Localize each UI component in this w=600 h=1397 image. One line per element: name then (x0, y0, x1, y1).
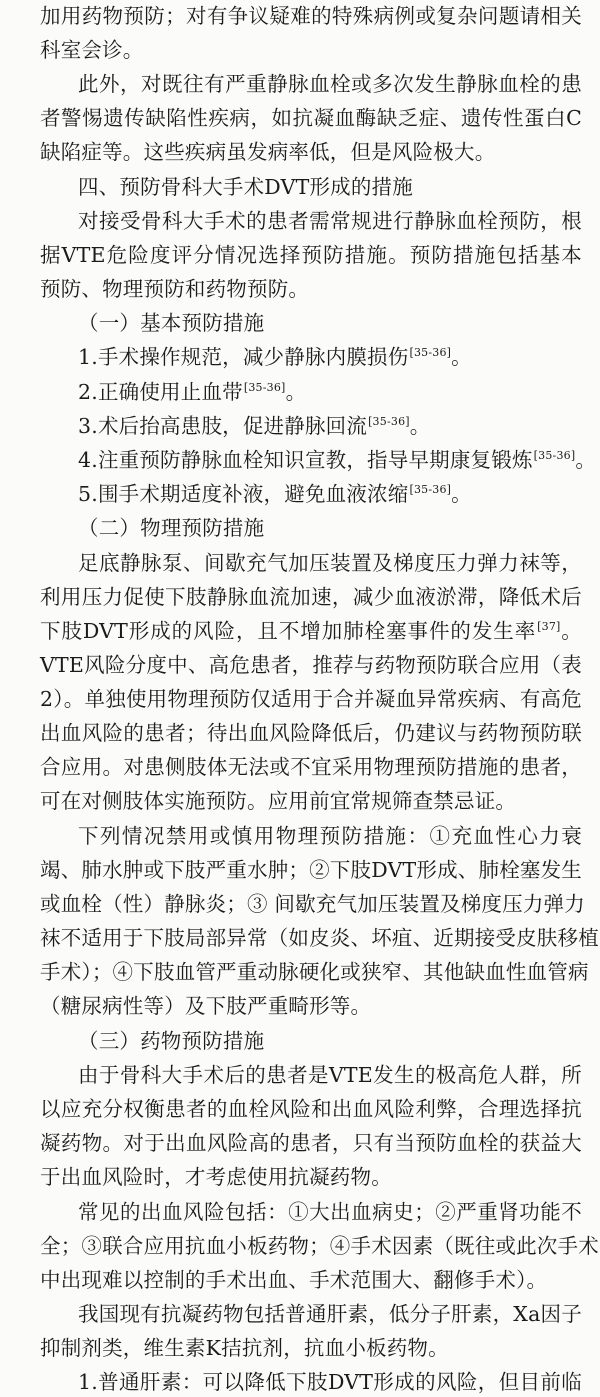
subsection-heading: （三）药物预防措施 (78, 1029, 265, 1053)
text-line: 科室会诊。 (40, 38, 144, 62)
citation: [35-36] (533, 449, 576, 463)
citation: [37] (537, 620, 561, 634)
text-line: VTE风险分度中、高危患者，推荐与药物预防联合应用（表 (40, 653, 582, 677)
text-line: 下肢DVT形成的风险，且不增加肺栓塞事件的发生率[37]。 (40, 619, 583, 643)
citation: [35-36] (409, 346, 452, 360)
text-line: 以应充分权衡患者的血栓风险和出血风险利弊，合理选择抗 (40, 1097, 582, 1121)
text-line: 出血风险的患者；待出血风险降低后，仍建议与药物预防联 (40, 721, 582, 745)
text-line: 合应用。对患侧肢体无法或不宜采用物理预防措施的患者， (40, 755, 582, 779)
list-item: 5.围手术期适度补液，避免血液浓缩[35-36]。 (78, 482, 472, 506)
text-line: 由于骨科大手术后的患者是VTE发生的极高危人群，所 (78, 1063, 582, 1087)
text-line: 常见的出血风险包括：①大出血病史；②严重肾功能不 (78, 1200, 582, 1224)
text-line: 竭、肺水肿或下肢严重水肿；②下肢DVT形成、肺栓塞发生 (40, 858, 582, 882)
text-line: 或血栓（性）静脉炎；③ 间歇充气加压装置及梯度压力弹力 (40, 892, 585, 916)
list-item: 1.手术操作规范，减少静脉内膜损伤[35-36]。 (78, 345, 472, 369)
subsection-heading: （一）基本预防措施 (78, 311, 265, 335)
list-item: 4.注重预防静脉血栓知识宣教，指导早期康复锻炼[35-36]。 (78, 448, 597, 472)
text-line: 据VTE危险度评分情况选择预防措施。预防措施包括基本 (40, 243, 582, 267)
text-line: 足底静脉泵、间歇充气加压装置及梯度压力弹力袜等， (78, 551, 582, 575)
text-line: 全；③联合应用抗血小板药物；④手术因素（既往或此次手术 (40, 1234, 599, 1258)
text-line: 可在对侧肢体实施预防。应用前宜常规筛查禁忌证。 (40, 789, 517, 813)
text-line: （糖尿病性等）及下肢严重畸形等。 (40, 994, 372, 1018)
text-line: 下列情况禁用或慎用物理预防措施：①充血性心力衰 (78, 824, 582, 848)
subsection-heading: （二）物理预防措施 (78, 516, 265, 540)
text-line: 袜不适用于下肢局部异常（如皮炎、坏疽、近期接受皮肤移植 (40, 926, 599, 950)
list-item: 2.正确使用止血带[35-36]。 (78, 380, 307, 404)
citation: [35-36] (368, 415, 410, 429)
text-line: 加用药物预防；对有争议疑难的特殊病例或复杂问题请相关 (40, 4, 582, 28)
text-line: 缺陷症等。这些疾病虽发病率低，但是风险极大。 (40, 140, 496, 164)
text-line: 1.普通肝素：可以降低下肢DVT形成的风险，但目前临 (78, 1370, 582, 1394)
text-line: 2）。单独使用物理预防仅适用于合并凝血异常疾病、有高危 (40, 687, 582, 711)
text-line: 对接受骨科大手术的患者需常规进行静脉血栓预防，根 (78, 209, 582, 233)
text-line: 利用压力促使下肢静脉血流加速，减少血液淤滞，降低术后 (40, 585, 582, 609)
text-line: 于出血风险时，才考虑使用抗凝药物。 (40, 1165, 392, 1189)
list-item: 3.术后抬高患肢，促进静脉回流[35-36]。 (78, 414, 431, 438)
text-line: 此外，对既往有严重静脉血栓或多次发生静脉血栓的患 (78, 72, 582, 96)
citation: [35-36] (243, 381, 286, 395)
text-line: 抑制剂类，维生素K拮抗剂，抗血小板药物。 (40, 1336, 449, 1360)
text-line: 中出现难以控制的手术出血、手术范围大、翻修手术）。 (40, 1268, 548, 1292)
text-line: 凝药物。对于出血风险高的患者，只有当预防血栓的获益大 (40, 1131, 582, 1155)
citation: [35-36] (409, 483, 452, 497)
text-line: 手术）；④下肢血管严重动脉硬化或狭窄、其他缺血性血管病 (40, 960, 589, 984)
text-line: 预防、物理预防和药物预防。 (40, 277, 310, 301)
text-line: 我国现有抗凝药物包括普通肝素，低分子肝素，Xa因子 (78, 1302, 582, 1326)
text-line: 者警惕遗传缺陷性疾病，如抗凝血酶缺乏症、遗传性蛋白C (40, 106, 582, 130)
section-heading: 四、预防骨科大手术DVT形成的措施 (78, 175, 413, 199)
